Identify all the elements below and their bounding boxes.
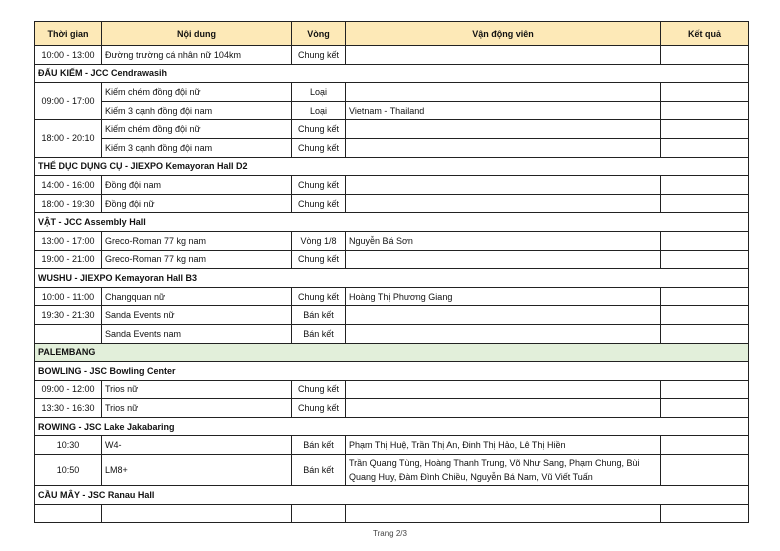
athletes-cell: Phạm Thị Huệ, Trần Thị An, Đinh Thị Hảo, Lê Thị Hiền [346, 436, 661, 455]
content-cell: Greco-Roman 77 kg nam [102, 231, 292, 250]
result-cell [661, 380, 749, 399]
round-cell: Bán kết [292, 455, 346, 486]
content-cell: Trios nữ [102, 380, 292, 399]
table-row [35, 83, 749, 102]
header-content: Nội dung [102, 22, 292, 46]
athletes-cell: Trần Quang Tùng, Hoàng Thanh Trung, Võ Như Sang, Phạm Chung, Bùi Quang Huy, Đàm Đình Chiều, Nguyễn Bá Nam, Vũ Viết Tuấn [346, 455, 661, 486]
result-cell [661, 83, 749, 102]
table-row [35, 231, 749, 250]
result-cell [661, 399, 749, 418]
athletes-cell [346, 194, 661, 213]
content-cell: Greco-Roman 77 kg nam [102, 250, 292, 269]
athletes-cell [346, 399, 661, 418]
table-row [35, 250, 749, 269]
content-cell: Changquan nữ [102, 287, 292, 306]
time-cell: 18:00 - 20:10 [35, 120, 102, 157]
table-row [35, 436, 749, 455]
header-time: Thời gian [35, 22, 102, 46]
athletes-cell [346, 83, 661, 102]
table-row [35, 399, 749, 418]
result-cell [661, 455, 749, 486]
table-row [35, 324, 749, 343]
result-cell [661, 46, 749, 65]
round-cell: Loại [292, 101, 346, 120]
section-row [35, 417, 749, 436]
section-title: CẦU MÂY - JSC Ranau Hall [35, 486, 749, 505]
athletes-cell [346, 306, 661, 325]
table-row [35, 306, 749, 325]
content-cell: Đồng đội nam [102, 176, 292, 195]
time-cell: 14:00 - 16:00 [35, 176, 102, 195]
round-cell: Bán kết [292, 306, 346, 325]
time-cell: 13:30 - 16:30 [35, 399, 102, 418]
time-cell: 18:00 - 19:30 [35, 194, 102, 213]
athletes-cell [346, 324, 661, 343]
content-cell: Sanda Events nữ [102, 306, 292, 325]
result-cell [661, 250, 749, 269]
content-cell: Kiếm chém đồng đội nữ [102, 120, 292, 139]
athletes-cell [346, 504, 661, 523]
round-cell [292, 504, 346, 523]
result-cell [661, 101, 749, 120]
section-title: ĐẤU KIẾM - JCC Cendrawasih [35, 64, 749, 83]
time-cell: 10:30 [35, 436, 102, 455]
section-title: ROWING - JSC Lake Jakabaring [35, 417, 749, 436]
content-cell: Đồng đội nữ [102, 194, 292, 213]
section-title: BOWLING - JSC Bowling Center [35, 362, 749, 381]
section-row [35, 486, 749, 505]
athletes-cell: Vietnam - Thailand [346, 101, 661, 120]
content-cell: Kiếm 3 cạnh đồng đội nam [102, 101, 292, 120]
time-cell [35, 324, 102, 343]
result-cell [661, 176, 749, 195]
table-row [35, 101, 749, 120]
result-cell [661, 194, 749, 213]
table-row [35, 176, 749, 195]
header-athletes: Vận động viên [346, 22, 661, 46]
content-cell: Kiếm 3 cạnh đồng đội nam [102, 138, 292, 157]
table-row [35, 120, 749, 139]
section-row [35, 157, 749, 176]
round-cell: Chung kết [292, 380, 346, 399]
athletes-cell [346, 138, 661, 157]
round-cell: Chung kết [292, 287, 346, 306]
result-cell [661, 504, 749, 523]
round-cell: Loại [292, 83, 346, 102]
round-cell: Bán kết [292, 324, 346, 343]
round-cell: Chung kết [292, 194, 346, 213]
time-cell: 10:00 - 13:00 [35, 46, 102, 65]
table-row [35, 504, 749, 523]
athletes-cell [346, 380, 661, 399]
round-cell: Chung kết [292, 46, 346, 65]
round-cell: Chung kết [292, 176, 346, 195]
content-cell: LM8+ [102, 455, 292, 486]
content-cell: Kiếm chém đồng đội nữ [102, 83, 292, 102]
athletes-cell: Nguyễn Bá Sơn [346, 231, 661, 250]
result-cell [661, 138, 749, 157]
time-cell: 10:00 - 11:00 [35, 287, 102, 306]
round-cell: Chung kết [292, 120, 346, 139]
section-title: VẬT - JCC Assembly Hall [35, 213, 749, 232]
table-row [35, 380, 749, 399]
round-cell: Vòng 1/8 [292, 231, 346, 250]
section-title: WUSHU - JIEXPO Kemayoran Hall B3 [35, 269, 749, 288]
time-cell: 09:00 - 12:00 [35, 380, 102, 399]
result-cell [661, 436, 749, 455]
content-cell [102, 504, 292, 523]
athletes-cell [346, 46, 661, 65]
athletes-cell [346, 120, 661, 139]
section-row [35, 64, 749, 83]
table-row [35, 46, 749, 65]
schedule-table [34, 21, 749, 523]
round-cell: Chung kết [292, 250, 346, 269]
section-title: THỂ DỤC DỤNG CỤ - JIEXPO Kemayoran Hall D2 [35, 157, 749, 176]
result-cell [661, 120, 749, 139]
round-cell: Chung kết [292, 399, 346, 418]
content-cell: Đường trường cá nhân nữ 104km [102, 46, 292, 65]
header-result: Kết quả [661, 22, 749, 46]
round-cell: Bán kết [292, 436, 346, 455]
section-row [35, 269, 749, 288]
section-title: PALEMBANG [35, 343, 749, 362]
round-cell: Chung kết [292, 138, 346, 157]
table-row [35, 287, 749, 306]
section-row [35, 343, 749, 362]
time-cell: 19:00 - 21:00 [35, 250, 102, 269]
time-cell: 19:30 - 21:30 [35, 306, 102, 325]
table-row [35, 194, 749, 213]
result-cell [661, 231, 749, 250]
result-cell [661, 324, 749, 343]
table-row [35, 138, 749, 157]
content-cell: Trios nữ [102, 399, 292, 418]
time-cell: 10:50 [35, 455, 102, 486]
result-cell [661, 306, 749, 325]
header-row [35, 22, 749, 46]
time-cell: 09:00 - 17:00 [35, 83, 102, 120]
header-round: Vòng [292, 22, 346, 46]
section-row [35, 362, 749, 381]
page-number: Trang 2/3 [373, 529, 407, 538]
time-cell: 13:00 - 17:00 [35, 231, 102, 250]
section-row [35, 213, 749, 232]
athletes-cell: Hoàng Thị Phương Giang [346, 287, 661, 306]
athletes-cell [346, 250, 661, 269]
athletes-cell [346, 176, 661, 195]
table-row [35, 455, 749, 486]
content-cell: Sanda Events nam [102, 324, 292, 343]
result-cell [661, 287, 749, 306]
content-cell: W4- [102, 436, 292, 455]
time-cell [35, 504, 102, 523]
